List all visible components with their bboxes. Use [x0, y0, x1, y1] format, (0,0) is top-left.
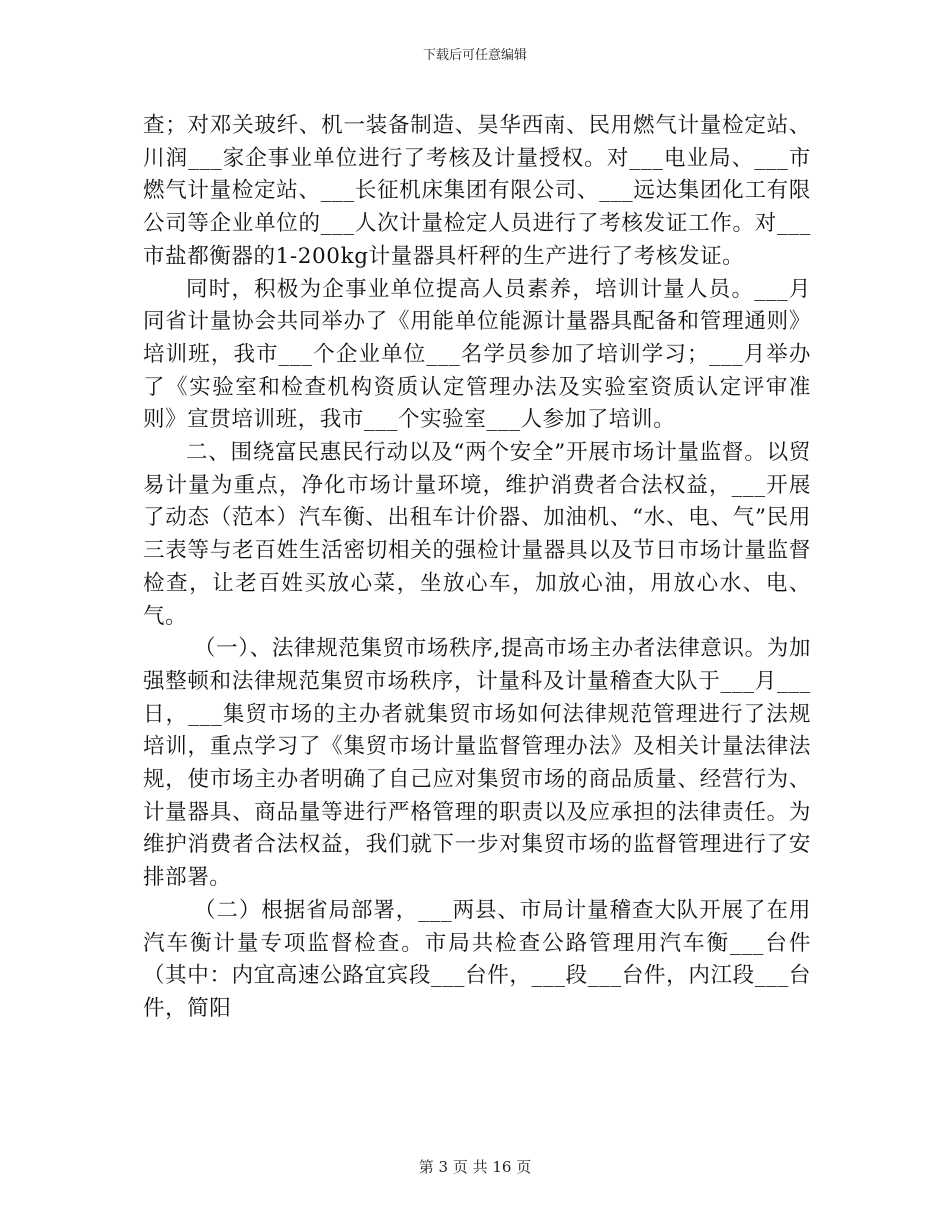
paragraph-continuation: 查；对邓关玻纤、机一装备制造、昊华西南、民用燃气计量检定站、川润___家企事业单位进行了考核及计量授权。对___电业局、___市燃气计量检定站、___长征机床集团有限公司、___远达集团化工有限公司等企业单位的___人次计量检定人员进行了考核发证工作。对___市盐都衡器的1-200kg计量器具杆秤的生产进行了考核发证。 — [143, 113, 811, 269]
paragraph-training: 同时，积极为企事业单位提高人员素养，培训计量人员。___月同省计量协会共同举办了《用能单位能源计量器具配备和管理通则》培训班，我市___个企业单位___名学员参加了培训学习；___月举办了《实验室和检查机构资质认定管理办法及实验室资质认定评审准则》宣贯培训班，我市___个实验室___人参加了培训。 — [143, 276, 811, 433]
page-header: 下载后可任意编辑 — [422, 48, 527, 63]
document-body — [143, 110, 811, 1026]
paragraph-section-two: （二）根据省局部署，___两县、市局计量稽查大队开展了在用汽车衡计量专项监督检查。市局共检查公路管理用汽车衡___台件（其中：内宜高速公路宜宾段___台件，___段___台件，内江段___台件，简阳 — [143, 897, 811, 1021]
paragraph-market-supervision: 二、围绕富民惠民行动以及“两个安全”开展市场计量监督。以贸易计量为重点，净化市场计量环境，维护消费者合法权益，___开展了动态（范本）汽车衡、出租车计价器、加油机、“水、电、气”民用三表等与老百姓生活密切相关的强检计量器具以及节日市场计量监督检查，让老百姓买放心菜，坐放心车，加放心油，用放心水、电、气。 — [143, 440, 811, 629]
paragraph-section-one: （一）、法律规范集贸市场秩序,提高市场主办者法律意识。为加强整顿和法律规范集贸市场秩序，计量科及计量稽查大队于___月___日，___集贸市场的主办者就集贸市场如何法律规范管理进行了法规培训，重点学习了《集贸市场计量监督管理办法》及相关计量法律法规，使市场主办者明确了自己应对集贸市场的商品质量、经营行为、计量器具、商品量等进行严格管理的职责以及应承担的法律责任。为维护消费者合法权益，我们就下一步对集贸市场的监督管理进行了安排部署。 — [143, 636, 811, 891]
page-number: 第 3 页 共 16 页 — [418, 1158, 532, 1176]
